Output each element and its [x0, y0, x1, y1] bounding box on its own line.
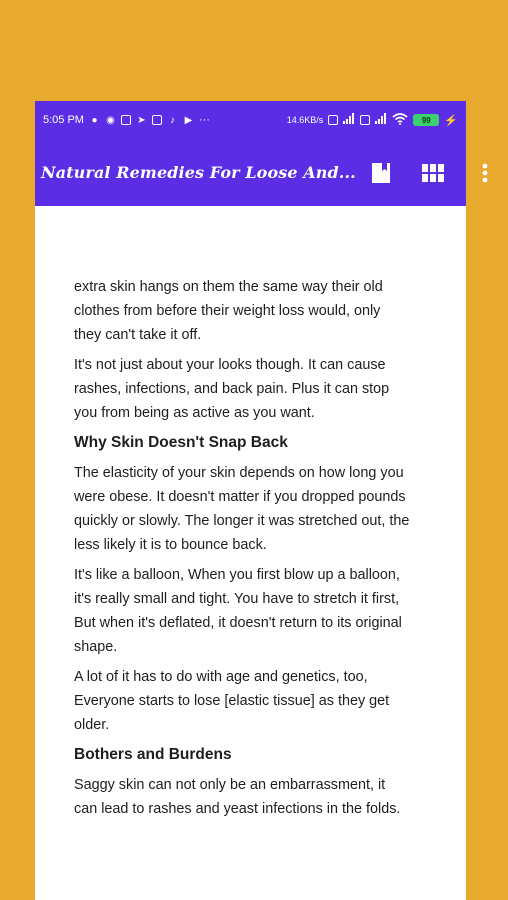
tiktok-icon: ♪ — [169, 114, 175, 126]
section-heading: Bothers and Burdens — [74, 746, 232, 763]
article-paragraph: A lot of it has to do with age and genetics, too, Everyone starts to lose [elastic tissue] as they get older. — [74, 669, 390, 733]
battery-icon: 99 — [413, 114, 439, 126]
bookmark-icon[interactable] — [370, 162, 392, 184]
telegram-icon: ➤ — [137, 114, 146, 126]
charging-icon: ⚡ — [444, 114, 458, 127]
section-heading: Why Skin Doesn't Snap Back — [74, 434, 288, 451]
signal-icon — [343, 113, 355, 127]
network-speed: 14.6KB/s — [286, 115, 324, 125]
more-notifications-dots: ··· — [198, 114, 210, 126]
grid-icon[interactable] — [422, 162, 444, 184]
article-paragraph: It's like a balloon, When you first blow up a balloon, it's really small and tight. You have to stretch it first, But when it's deflated, it doesn't return to its original shape. — [74, 567, 402, 655]
sim2-icon — [360, 115, 370, 125]
signal2-icon — [375, 113, 387, 127]
chat-icon: ◉ — [106, 114, 115, 126]
more-vert-icon[interactable] — [474, 162, 496, 184]
article-paragraph: Saggy skin can not only be an embarrassment, it can lead to rashes and yeast infections in the folds. — [74, 777, 401, 817]
article-content — [35, 206, 466, 821]
phone-screen — [35, 101, 466, 900]
article-paragraph: extra skin hangs on them the same way their old clothes from before their weight loss would, only they can't take it off. — [74, 279, 383, 343]
wifi-icon — [392, 113, 408, 128]
article-paragraph: It's not just about your looks though. It can cause rashes, infections, and back pain. Plus it can stop you from being as active as you want. — [74, 357, 390, 421]
status-bar — [35, 101, 466, 139]
article-paragraph: The elasticity of your skin depends on how long you were obese. It doesn't matter if you dropped pounds quickly or slowly. The longer it was stretched out, the less likely it is to bounce back. — [74, 465, 410, 553]
notification-icon: ● — [91, 114, 98, 126]
app-title: Natural Remedies For Loose And... — [41, 163, 356, 182]
app-bar — [35, 139, 466, 206]
gallery-icon — [121, 115, 131, 125]
app-icon — [152, 115, 162, 125]
youtube-icon: ▶ — [184, 114, 193, 126]
sim-icon — [328, 115, 338, 125]
status-time: 5:05 PM — [43, 114, 84, 126]
